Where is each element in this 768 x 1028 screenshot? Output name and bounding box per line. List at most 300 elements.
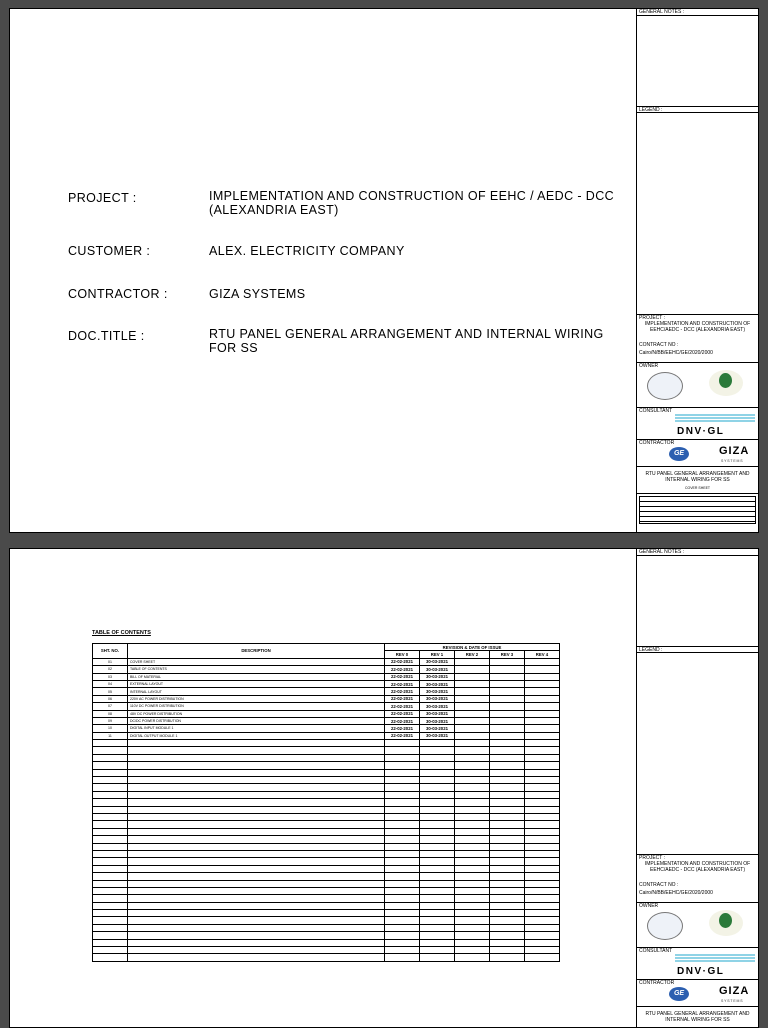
toc-cell-empty [385,799,420,806]
toc-cell-empty [385,740,420,747]
toc-cell-empty [455,902,490,909]
toc-cell-empty [490,754,525,761]
toc-cell-empty [128,858,385,865]
toc-cell-empty [420,910,455,917]
toc-cell-empty [420,850,455,857]
toc-cell-empty [455,917,490,924]
contents-sheet [9,548,759,1028]
toc-cell-rev0: 22-02-2021 [385,710,420,717]
toc-cell-empty [455,680,490,687]
toc-cell-empty [420,836,455,843]
contractor-label: CONTRACTOR [637,439,758,446]
toc-cell-empty [93,791,128,798]
toc-cell-empty [525,828,560,835]
toc-cell-empty [420,917,455,924]
toc-cell-empty [385,873,420,880]
toc-cell-empty [128,828,385,835]
toc-cell-empty [385,865,420,872]
table-row [93,762,560,769]
toc-cell-rev0: 22-02-2021 [385,658,420,665]
toc-cell-shtno: 07 [93,703,128,710]
ge-logo-icon: GE [669,447,689,461]
toc-cell-empty [525,924,560,931]
toc-cell-empty [93,777,128,784]
toc-cell-empty [420,887,455,894]
toc-cell-empty [385,939,420,946]
table-row [93,777,560,784]
toc-cell-empty [128,902,385,909]
toc-cell-empty [525,725,560,732]
toc-cell-rev1: 30-03-2021 [420,732,455,739]
contract-label: CONTRACT NO : [639,342,679,348]
legend-label: LEGEND : [637,106,758,113]
toc-cell-rev1: 30-03-2021 [420,703,455,710]
toc-cell-empty [128,791,385,798]
toc-cell-empty [455,725,490,732]
toc-cell-empty [385,762,420,769]
toc-cell-empty [490,799,525,806]
toc-cell-empty [525,932,560,939]
toc-table [92,643,560,962]
toc-cell-empty [455,939,490,946]
toc-cell-empty [385,806,420,813]
toc-cell-empty [128,865,385,872]
doc-title: RTU PANEL GENERAL ARRANGEMENT AND INTERNAL WIRING FOR SS [637,1006,758,1023]
dnv-logo-icon [675,414,755,423]
toc-cell-rev1: 30-03-2021 [420,717,455,724]
table-row [93,873,560,880]
toc-cell-rev1: 30-03-2021 [420,666,455,673]
cover-doctitle-label: DOC.TITLE : [68,329,145,343]
toc-cell-description: 48V DC POWER DISTRIBUTION [128,710,385,717]
toc-cell-empty [525,777,560,784]
owner-label: OWNER [637,902,758,909]
cover-contractor-value: GIZA SYSTEMS [209,287,306,301]
giza-logo-sub: SYSTEMS [721,999,744,1003]
toc-cell-empty [490,865,525,872]
toc-cell-empty [490,710,525,717]
toc-cell-empty [525,680,560,687]
toc-cell-empty [490,732,525,739]
toc-cell-empty [525,688,560,695]
toc-cell-empty [455,954,490,961]
toc-cell-shtno: 06 [93,695,128,702]
cover-customer-value: ALEX. ELECTRICITY COMPANY [209,244,405,258]
toc-cell-empty [455,784,490,791]
toc-cell-empty [128,762,385,769]
toc-cell-empty [525,954,560,961]
toc-cell-empty [385,924,420,931]
table-row [93,932,560,939]
toc-cell-empty [455,777,490,784]
toc-cell-empty [93,858,128,865]
toc-cell-empty [420,947,455,954]
toc-cell-empty [455,673,490,680]
toc-cell-empty [525,887,560,894]
project-label: PROJECT : [637,854,758,861]
dnv-logo-icon [675,954,755,963]
toc-cell-rev0: 22-02-2021 [385,666,420,673]
contractor-label: CONTRACTOR [637,979,758,986]
toc-cell-empty [93,932,128,939]
toc-cell-empty [455,813,490,820]
table-row [93,858,560,865]
toc-cell-rev0: 22-02-2021 [385,688,420,695]
toc-cell-empty [93,821,128,828]
table-row [93,740,560,747]
general-notes-label: GENERAL NOTES : [639,549,685,555]
toc-cell-empty [490,895,525,902]
toc-cell-empty [385,880,420,887]
toc-cell-empty [128,806,385,813]
toc-cell-empty [128,932,385,939]
toc-cell-empty [525,673,560,680]
toc-header-rev: REV 2 [455,651,490,658]
toc-cell-empty [455,658,490,665]
toc-cell-empty [525,910,560,917]
toc-cell-empty [525,873,560,880]
ge-logo-icon: GE [669,987,689,1001]
table-row [93,836,560,843]
toc-cell-empty [420,769,455,776]
table-row [93,747,560,754]
toc-cell-empty [525,947,560,954]
toc-cell-rev0: 22-02-2021 [385,725,420,732]
toc-cell-shtno: 09 [93,717,128,724]
toc-cell-empty [490,784,525,791]
toc-cell-empty [525,902,560,909]
toc-cell-shtno: 02 [93,666,128,673]
table-row [93,813,560,820]
toc-cell-empty [490,725,525,732]
toc-cell-empty [385,791,420,798]
toc-cell-empty [93,902,128,909]
toc-cell-rev1: 30-03-2021 [420,710,455,717]
cover-customer-label: CUSTOMER : [68,244,151,258]
contract-value: Cairo/N/BB/EEHC/GE/2020/2000 [639,350,713,356]
toc-cell-empty [490,858,525,865]
toc-cell-empty [420,880,455,887]
toc-cell-empty [93,828,128,835]
toc-cell-rev0: 22-02-2021 [385,673,420,680]
toc-cell-empty [385,813,420,820]
toc-cell-empty [420,843,455,850]
toc-cell-empty [490,658,525,665]
toc-title: TABLE OF CONTENTS [92,630,151,636]
toc-cell-empty [455,858,490,865]
toc-cell-empty [490,703,525,710]
toc-cell-empty [420,777,455,784]
toc-cell-empty [525,821,560,828]
toc-cell-empty [385,836,420,843]
toc-cell-empty [490,947,525,954]
toc-cell-empty [128,747,385,754]
toc-cell-empty [385,777,420,784]
table-row [93,784,560,791]
toc-cell-empty [525,917,560,924]
toc-cell-empty [128,813,385,820]
toc-cell-empty [455,910,490,917]
toc-cell-empty [93,924,128,931]
toc-cell-description: 110V DC POWER DISTRIBUTION [128,703,385,710]
toc-cell-empty [385,917,420,924]
toc-cell-empty [490,843,525,850]
toc-cell-rev0: 22-02-2021 [385,695,420,702]
toc-cell-rev0: 22-02-2021 [385,732,420,739]
toc-cell-empty [385,858,420,865]
giza-logo-text: GIZA [719,445,750,457]
toc-cell-empty [455,666,490,673]
toc-cell-empty [128,784,385,791]
title-block [636,9,758,532]
toc-cell-empty [455,932,490,939]
cover-project-label: PROJECT : [68,191,137,205]
toc-cell-empty [385,769,420,776]
toc-cell-empty [420,754,455,761]
toc-cell-empty [490,777,525,784]
toc-cell-empty [385,910,420,917]
toc-cell-empty [455,717,490,724]
table-row [93,666,560,673]
toc-cell-empty [525,762,560,769]
toc-cell-empty [93,747,128,754]
toc-cell-empty [525,880,560,887]
toc-cell-empty [420,762,455,769]
table-row [93,947,560,954]
toc-cell-empty [93,865,128,872]
toc-cell-empty [93,873,128,880]
table-row [93,924,560,931]
toc-cell-empty [455,710,490,717]
toc-cell-empty [420,939,455,946]
doc-sub: COVER SHEET [684,486,711,490]
project-value: IMPLEMENTATION AND CONSTRUCTION OF EEHC/AEDC - DCC (ALEXANDRIA EAST) [644,861,751,873]
toc-cell-empty [93,769,128,776]
table-row [93,828,560,835]
toc-cell-empty [128,924,385,931]
toc-cell-empty [93,880,128,887]
toc-cell-empty [455,895,490,902]
toc-cell-empty [490,880,525,887]
toc-cell-empty [525,850,560,857]
toc-cell-empty [490,673,525,680]
toc-cell-empty [420,895,455,902]
toc-cell-empty [93,740,128,747]
toc-cell-empty [385,850,420,857]
toc-cell-empty [420,828,455,835]
project-label: PROJECT : [637,314,758,321]
table-row [93,791,560,798]
toc-cell-empty [525,865,560,872]
toc-cell-empty [525,732,560,739]
toc-header-revision: REVISION & DATE OF ISSUE [385,644,560,651]
general-notes-label: GENERAL NOTES : [639,9,685,15]
dnv-logo-text: DNV·GL [677,966,725,977]
toc-cell-empty [128,954,385,961]
toc-cell-empty [385,747,420,754]
toc-cell-empty [385,821,420,828]
toc-cell-empty [455,821,490,828]
toc-cell-empty [128,799,385,806]
toc-cell-empty [420,784,455,791]
toc-cell-empty [490,873,525,880]
table-row [93,887,560,894]
toc-cell-empty [490,836,525,843]
toc-cell-description: TABLE OF CONTENTS [128,666,385,673]
toc-cell-empty [490,688,525,695]
toc-cell-empty [455,703,490,710]
table-row [93,799,560,806]
revision-grid [639,496,756,524]
toc-cell-empty [455,754,490,761]
table-row [93,939,560,946]
toc-cell-empty [525,813,560,820]
toc-cell-empty [490,910,525,917]
toc-cell-empty [455,843,490,850]
toc-cell-empty [93,784,128,791]
toc-cell-empty [128,873,385,880]
toc-cell-rev1: 30-03-2021 [420,688,455,695]
toc-cell-empty [455,762,490,769]
table-row [93,821,560,828]
toc-cell-empty [93,850,128,857]
toc-cell-shtno: 10 [93,725,128,732]
table-row [93,725,560,732]
toc-cell-empty [455,695,490,702]
toc-cell-empty [455,828,490,835]
toc-cell-empty [385,902,420,909]
toc-cell-rev1: 30-03-2021 [420,695,455,702]
toc-cell-empty [385,932,420,939]
toc-cell-empty [93,947,128,954]
toc-cell-empty [455,732,490,739]
table-row [93,850,560,857]
toc-cell-description: INTERNAL LAYOUT [128,688,385,695]
table-row [93,954,560,961]
toc-cell-rev0: 22-02-2021 [385,703,420,710]
toc-cell-empty [455,873,490,880]
toc-cell-shtno: 01 [93,658,128,665]
giza-logo-text: GIZA [719,985,750,997]
toc-cell-empty [525,769,560,776]
toc-cell-rev1: 30-03-2021 [420,680,455,687]
toc-cell-empty [420,791,455,798]
toc-cell-description: 220V AC POWER DISTRIBUTION [128,695,385,702]
toc-cell-empty [525,858,560,865]
owner-logo-right-icon [709,370,743,396]
toc-cell-empty [525,806,560,813]
toc-cell-empty [385,828,420,835]
toc-cell-empty [525,740,560,747]
toc-cell-empty [420,813,455,820]
toc-cell-empty [420,806,455,813]
toc-cell-empty [128,836,385,843]
toc-cell-empty [490,932,525,939]
toc-cell-empty [525,666,560,673]
toc-cell-empty [128,895,385,902]
owner-logo-left-icon [647,372,683,400]
table-row [93,703,560,710]
toc-cell-empty [490,680,525,687]
toc-cell-rev0: 22-02-2021 [385,717,420,724]
toc-cell-empty [420,924,455,931]
table-row [93,843,560,850]
toc-cell-empty [525,754,560,761]
toc-cell-description: BILL OF MATERIAL [128,673,385,680]
table-row [93,673,560,680]
toc-cell-empty [93,910,128,917]
table-row [93,902,560,909]
contract-label: CONTRACT NO : [639,882,679,888]
toc-cell-empty [93,939,128,946]
toc-cell-empty [455,740,490,747]
toc-cell-empty [525,784,560,791]
toc-cell-empty [455,947,490,954]
cover-contractor-label: CONTRACTOR : [68,287,168,301]
toc-cell-description: DIGITAL INPUT MODULE 1 [128,725,385,732]
toc-cell-empty [525,710,560,717]
toc-cell-empty [420,799,455,806]
toc-cell-empty [490,828,525,835]
dnv-logo-text: DNV·GL [677,426,725,437]
table-row [93,732,560,739]
toc-cell-empty [128,910,385,917]
toc-cell-empty [93,806,128,813]
toc-cell-empty [420,740,455,747]
toc-cell-empty [525,791,560,798]
toc-cell-empty [420,902,455,909]
toc-cell-empty [490,806,525,813]
toc-cell-empty [490,887,525,894]
toc-cell-empty [128,740,385,747]
toc-cell-empty [490,666,525,673]
toc-cell-empty [128,754,385,761]
toc-cell-empty [525,703,560,710]
toc-cell-empty [385,947,420,954]
cover-project-value: IMPLEMENTATION AND CONSTRUCTION OF EEHC / AEDC - DCC (ALEXANDRIA EAST) [209,189,615,217]
owner-logo-left-icon [647,912,683,940]
toc-cell-empty [93,813,128,820]
toc-cell-empty [490,902,525,909]
toc-cell-empty [490,813,525,820]
toc-cell-empty [455,887,490,894]
toc-cell-empty [93,954,128,961]
giza-logo-sub: SYSTEMS [721,459,744,463]
toc-cell-empty [490,924,525,931]
toc-cell-empty [93,843,128,850]
toc-cell-empty [490,850,525,857]
toc-cell-empty [93,836,128,843]
toc-cell-empty [455,924,490,931]
toc-cell-empty [525,799,560,806]
toc-cell-empty [455,865,490,872]
toc-cell-empty [93,754,128,761]
toc-cell-empty [128,850,385,857]
owner-logo-right-icon [709,910,743,936]
cover-doctitle-value: RTU PANEL GENERAL ARRANGEMENT AND INTERNAL WIRING FOR SS [209,327,604,355]
toc-cell-empty [490,717,525,724]
table-row [93,917,560,924]
toc-cell-empty [128,887,385,894]
toc-cell-empty [490,695,525,702]
toc-cell-empty [455,806,490,813]
toc-cell-empty [490,821,525,828]
toc-cell-empty [525,658,560,665]
toc-cell-empty [385,784,420,791]
toc-cell-empty [420,865,455,872]
table-row [93,895,560,902]
toc-cell-rev1: 30-03-2021 [420,725,455,732]
